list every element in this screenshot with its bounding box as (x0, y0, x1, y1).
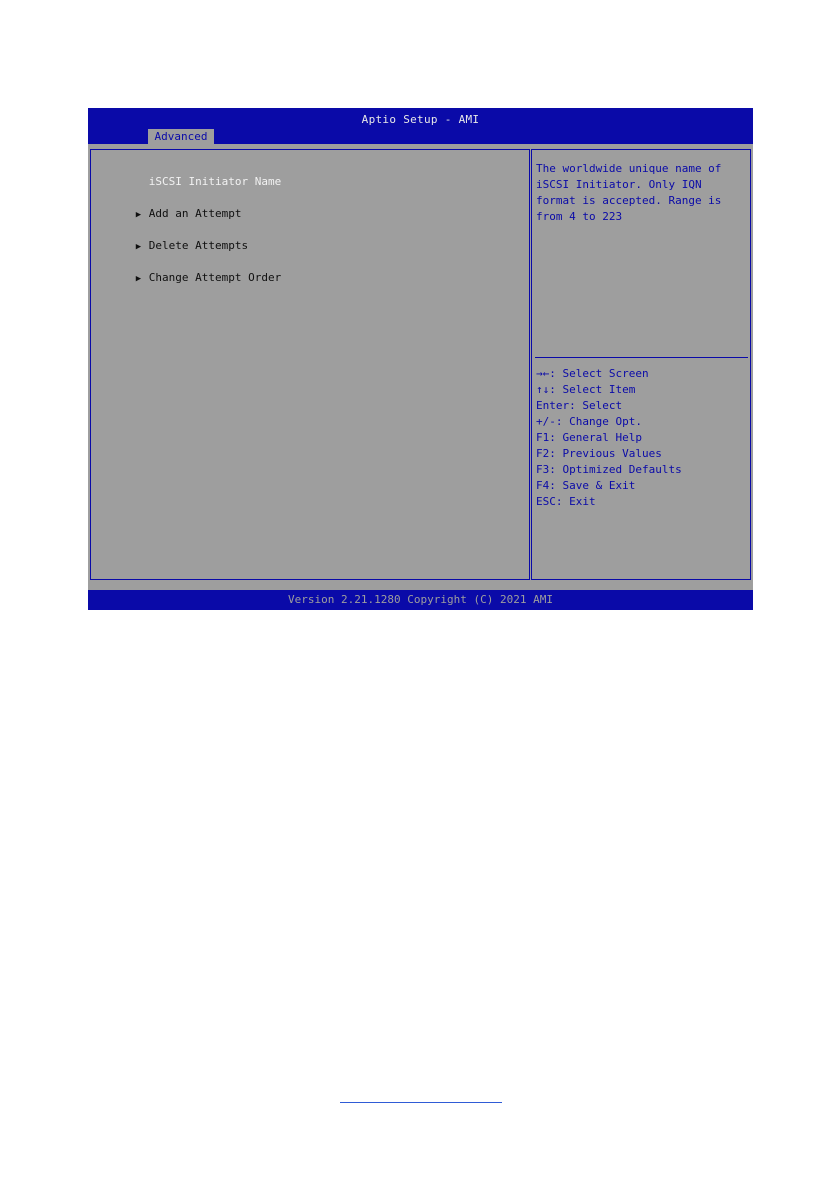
help-divider (535, 357, 748, 358)
submenu-arrow-icon: ▶ (135, 274, 142, 284)
key-esc-exit: ESC: Exit (536, 495, 596, 508)
key-general-help: F1: General Help (536, 431, 642, 444)
key-legend (536, 366, 682, 510)
menu-item-label: Add an Attempt (148, 207, 242, 220)
key-save-exit: F4: Save & Exit (536, 479, 636, 492)
help-line: from 4 to 223 (536, 210, 623, 223)
menu-item-label: Delete Attempts (148, 239, 249, 252)
key-enter-select: Enter: Select (536, 399, 623, 412)
help-line: iSCSI Initiator. Only IQN (536, 178, 702, 191)
footer-bar (88, 590, 753, 610)
document-link-underline[interactable] (340, 1102, 502, 1103)
key-optimized-defaults: F3: Optimized Defaults (536, 463, 682, 476)
submenu-arrow-icon: ▶ (135, 242, 142, 252)
key-select-item: ↑↓: Select Item (536, 383, 636, 396)
menu-item-label: iSCSI Initiator Name (148, 175, 282, 188)
help-panel (531, 149, 751, 580)
menu-item-label: Change Attempt Order (148, 271, 282, 284)
help-line: format is accepted. Range is (536, 194, 722, 207)
version-copyright: Version 2.21.1280 Copyright (C) 2021 AMI (288, 593, 553, 606)
submenu-arrow-icon: ▶ (135, 210, 142, 220)
key-previous-values: F2: Previous Values (536, 447, 662, 460)
menu-item-change-attempt-order[interactable] (96, 258, 281, 297)
tab-advanced[interactable]: Advanced (148, 129, 214, 144)
title-bar (88, 108, 753, 144)
bios-setup-screen (88, 108, 753, 610)
help-line: The worldwide unique name of (536, 162, 722, 175)
key-select-screen: →←: Select Screen (536, 367, 649, 380)
main-menu-panel (90, 149, 530, 580)
help-description (536, 161, 744, 225)
key-change-opt: +/-: Change Opt. (536, 415, 642, 428)
window-title: Aptio Setup - AMI (361, 113, 480, 126)
